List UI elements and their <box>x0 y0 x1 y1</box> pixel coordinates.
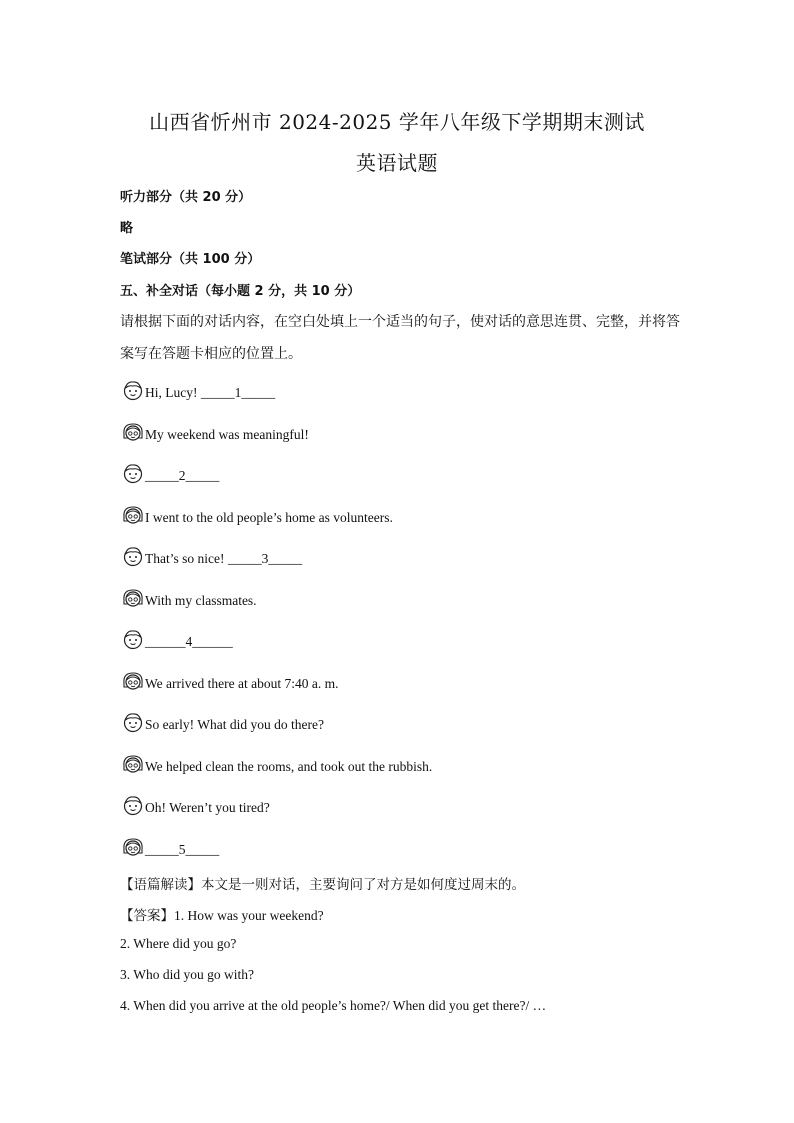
dialogue-sentence: I went to the old people’s home as volunteers. <box>145 510 393 525</box>
answer-line-1 <box>120 904 324 924</box>
analysis-tag: 【语篇解读】 <box>120 877 201 893</box>
dialogue-text <box>145 759 432 775</box>
dialogue-text <box>145 800 270 816</box>
answer-2: 2. Where did you go? <box>120 936 237 951</box>
dialogue-sentence: That’s so nice! <box>145 551 228 566</box>
dialogue-sentence: Oh! Weren’t you tired? <box>145 800 270 815</box>
dialogue-line <box>122 834 219 858</box>
girl-icon <box>122 504 144 526</box>
boy-icon <box>122 711 144 733</box>
answer-blank[interactable]: _____5_____ <box>145 842 220 857</box>
dialogue-line <box>122 792 270 816</box>
dialogue-text <box>145 427 309 443</box>
dialogue-line <box>122 626 233 650</box>
boy-icon <box>122 545 144 567</box>
dialogue-sentence: Hi, Lucy! <box>145 385 201 400</box>
answer-4: 4. When did you arrive at the old people’s home?/ When did you get there?/ … <box>120 998 547 1013</box>
answer-blank[interactable]: _____3_____ <box>227 551 303 566</box>
boy-icon <box>122 794 144 816</box>
instruction-line-1: 请根据下面的对话内容，在空白处填上一个适当的句子，使对话的意思连贯、完整，并将答 <box>120 314 680 330</box>
dialogue-line <box>122 751 432 775</box>
dialogue-text <box>145 842 219 858</box>
answer-tag: 【答案】 <box>120 908 174 924</box>
answer-3: 3. Who did you go with? <box>120 967 254 982</box>
boy-icon <box>122 462 144 484</box>
dialogue-text <box>145 634 233 650</box>
dialogue-text <box>145 551 302 567</box>
exam-subtitle: 英语试题 <box>356 151 438 175</box>
dialogue-sentence: So early! What did you do there? <box>145 717 324 732</box>
dialogue-text <box>145 468 219 484</box>
dialogue-line <box>122 668 338 692</box>
boy-icon <box>122 628 144 650</box>
girl-icon <box>122 587 144 609</box>
answer-1: 1. How was your weekend? <box>174 908 324 923</box>
boy-icon <box>122 379 144 401</box>
dialogue-sentence: We arrived there at about 7:40 a. m. <box>145 676 339 691</box>
dialogue-text <box>145 510 393 526</box>
dialogue-text <box>145 676 338 692</box>
listening-omitted: 略 <box>120 221 134 236</box>
analysis-text: 本文是一则对话，主要询问了对方是如何度过周末的。 <box>201 877 525 893</box>
girl-icon <box>122 753 144 775</box>
written-heading: 笔试部分（共 100 分） <box>120 252 261 267</box>
dialogue-line <box>122 585 257 609</box>
listening-heading: 听力部分（共 20 分） <box>120 190 252 205</box>
dialogue-text <box>145 385 275 401</box>
girl-icon <box>122 421 144 443</box>
dialogue-sentence: We helped clean the rooms, and took out the rubbish. <box>145 759 433 774</box>
dialogue-line <box>122 543 302 567</box>
dialogue-sentence: With my classmates. <box>145 593 257 608</box>
girl-icon <box>122 670 144 692</box>
dialogue-line <box>122 377 275 401</box>
answer-blank[interactable]: _____1_____ <box>200 385 276 400</box>
girl-icon <box>122 836 144 858</box>
dialogue-line <box>122 502 393 526</box>
dialogue-line <box>122 709 324 733</box>
dialogue-text <box>145 593 257 609</box>
dialogue-line <box>122 419 309 443</box>
answer-blank[interactable]: ______4______ <box>145 634 233 649</box>
instruction-line-2: 案写在答题卡相应的位置上。 <box>120 346 302 362</box>
dialogue-text <box>145 717 324 733</box>
exam-title: 山西省忻州市 2024-2025 学年八年级下学期期末测试 <box>149 110 645 134</box>
analysis-line <box>120 873 525 893</box>
dialogue-sentence: My weekend was meaningful! <box>145 427 309 442</box>
dialogue-line <box>122 460 219 484</box>
answer-blank[interactable]: _____2_____ <box>145 468 220 483</box>
part5-heading: 五、补全对话（每小题 2 分，共 10 分） <box>120 284 361 299</box>
